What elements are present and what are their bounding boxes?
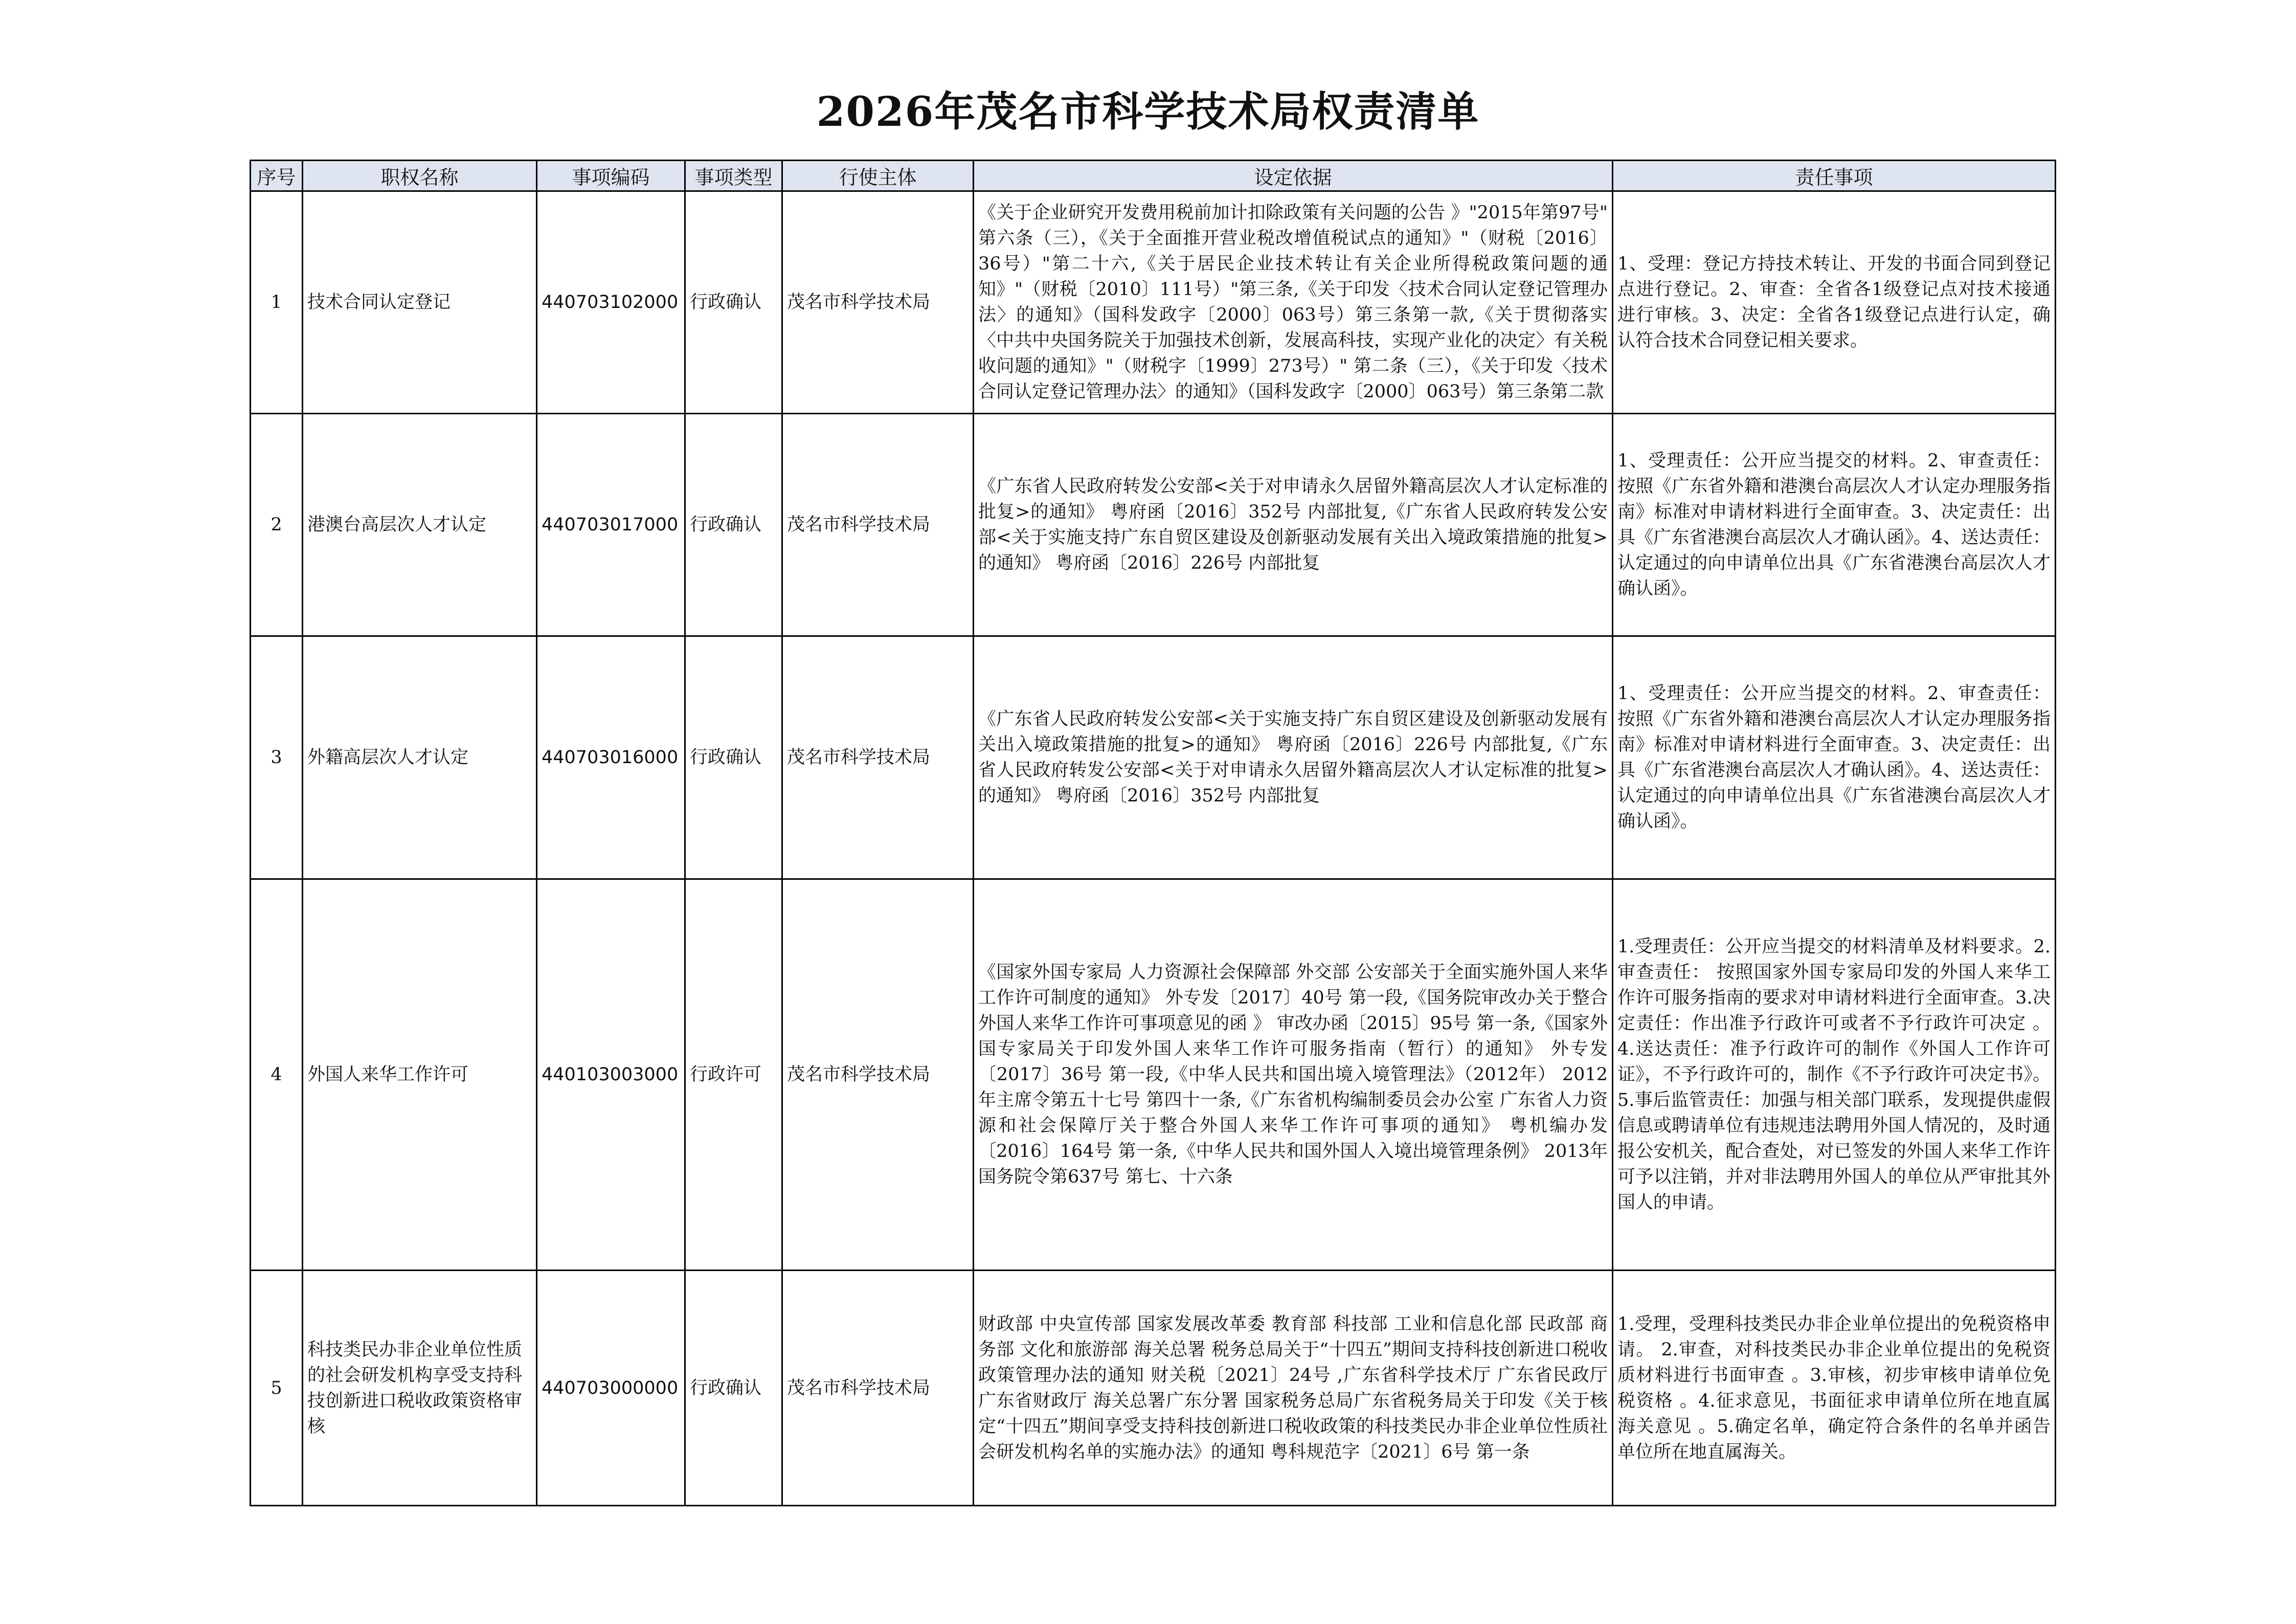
cell-name: 科技类民办非企业单位性质的社会研发机构享受支持科技创新进口税收政策资格审核 [303,1271,537,1506]
cell-subject: 茂名市科学技术局 [782,1271,974,1506]
table-header-row [251,161,2056,191]
cell-name: 技术合同认定登记 [303,191,537,414]
header-subject: 行使主体 [782,161,974,191]
cell-code: 440703016000 [537,636,685,879]
cell-code: 440703017000 [537,414,685,636]
cell-seq: 3 [251,636,303,879]
cell-seq: 1 [251,191,303,414]
cell-code: 440703000000 [537,1271,685,1506]
cell-type: 行政确认 [685,191,782,414]
cell-type: 行政确认 [685,414,782,636]
header-name: 职权名称 [303,161,537,191]
cell-responsibility: 1、受理责任：公开应当提交的材料。2、审查责任：按照《广东省外籍和港澳台高层次人才认定办理服务指南》标准对申请材料进行全面审查。3、决定责任：出具《广东省港澳台高层次人才确认函》。4、送达责任：认定通过的向申请单位出具《广东省港澳台高层次人才确认函》。 [1613,636,2056,879]
cell-type: 行政许可 [685,879,782,1271]
table-row [251,191,2056,414]
table-row [251,879,2056,1271]
cell-seq: 5 [251,1271,303,1506]
table-row [251,1271,2056,1506]
header-type: 事项类型 [685,161,782,191]
header-seq: 序号 [251,161,303,191]
table-row [251,414,2056,636]
cell-basis: 《国家外国专家局 人力资源社会保障部 外交部 公安部关于全面实施外国人来华工作许可制度的通知》 外专发〔2017〕40号 第一段,《国务院审改办关于整合外国人来华工作许可事项意见的函 》 审改办函〔2015〕95号 第一条,《国家外国专家局关于印发外国人来华工作许可服务指南（暂行）的通知》 外专发〔2017〕36号 第一段,《中华人民共和国出境入境管理法》（2012年） 2012年主席令第五十七号 第四十一条,《广东省机构编制委员会办公室 广东省人力资源和社会保障厅关于整合外国人来华工作许可事项的通知》 粤机编办发〔2016〕164号 第一条,《中华人民共和国外国人入境出境管理条例》 2013年国务院令第637号 第七、十六条 [974,879,1613,1271]
power-list-table [250,160,2056,1506]
cell-subject: 茂名市科学技术局 [782,191,974,414]
header-responsibility: 责任事项 [1613,161,2056,191]
cell-responsibility: 1、受理责任：公开应当提交的材料。2、审查责任：按照《广东省外籍和港澳台高层次人才认定办理服务指南》标准对申请材料进行全面审查。3、决定责任：出具《广东省港澳台高层次人才确认函》。4、送达责任：认定通过的向申请单位出具《广东省港澳台高层次人才确认函》。 [1613,414,2056,636]
cell-responsibility: 1.受理责任：公开应当提交的材料清单及材料要求。2.审查责任： 按照国家外国专家局印发的外国人来华工作许可服务指南的要求对申请材料进行全面审查。3.决定责任：作出准予行政许可或者不予行政许可决定 。4.送达责任：准予行政许可的制作《外国人工作许可证》，不予行政许可的，制作《不予行政许可决定书》。5.事后监管责任：加强与相关部门联系，发现提供虚假信息或聘请单位有违规违法聘用外国人情况的，及时通报公安机关，配合查处，对已签发的外国人来华工作许可予以注销，并对非法聘用外国人的单位从严审批其外国人的申请。 [1613,879,2056,1271]
header-code: 事项编码 [537,161,685,191]
cell-name: 外籍高层次人才认定 [303,636,537,879]
table-row [251,636,2056,879]
cell-responsibility: 1、受理：登记方持技术转让、开发的书面合同到登记点进行登记。2、审查：全省各1级登记点对技术接通进行审核。3、决定：全省各1级登记点进行认定，确认符合技术合同登记相关要求。 [1613,191,2056,414]
cell-seq: 4 [251,879,303,1271]
cell-code: 440703102000 [537,191,685,414]
cell-basis: 《广东省人民政府转发公安部<关于实施支持广东自贸区建设及创新驱动发展有关出入境政策措施的批复>的通知》 粤府函〔2016〕226号 内部批复,《广东省人民政府转发公安部<关于对申请永久居留外籍高层次人才认定标准的批复>的通知》 粤府函〔2016〕352号 内部批复 [974,636,1613,879]
cell-basis: 《关于企业研究开发费用税前加计扣除政策有关问题的公告 》"2015年第97号" 第六条（三），《关于全面推开营业税改增值税试点的通知》"（财税〔2016〕36号）"第二十六,《关于居民企业技术转让有关企业所得税政策问题的通知》"（财税〔2010〕111号）"第三条,《关于印发〈技术合同认定登记管理办法〉的通知》（国科发政字〔2000〕063号）第三条第一款,《关于贯彻落实〈中共中央国务院关于加强技术创新，发展高科技，实现产业化的决定〉有关税收问题的通知》"（财税字〔1999〕273号）" 第二条（三），《关于印发〈技术合同认定登记管理办法〉的通知》（国科发政字〔2000〕063号）第三条第二款 [974,191,1613,414]
cell-basis: 《广东省人民政府转发公安部<关于对申请永久居留外籍高层次人才认定标准的批复>的通知》 粤府函〔2016〕352号 内部批复,《广东省人民政府转发公安部<关于实施支持广东自贸区建设及创新驱动发展有关出入境政策措施的批复>的通知》 粤府函〔2016〕226号 内部批复 [974,414,1613,636]
cell-seq: 2 [251,414,303,636]
cell-subject: 茂名市科学技术局 [782,636,974,879]
cell-subject: 茂名市科学技术局 [782,879,974,1271]
cell-type: 行政确认 [685,636,782,879]
cell-type: 行政确认 [685,1271,782,1506]
cell-name: 港澳台高层次人才认定 [303,414,537,636]
page-title: 2026年茂名市科学技术局权责清单 [816,87,1480,136]
cell-responsibility: 1.受理，受理科技类民办非企业单位提出的免税资格申请。 2.审查，对科技类民办非企业单位提出的免税资质材料进行书面审查 。3.审核，初步审核申请单位免税资格 。4.征求意见，书面征求申请单位所在地直属海关意见 。5.确定名单，确定符合条件的名单并函告单位所在地直属海关。 [1613,1271,2056,1506]
cell-name: 外国人来华工作许可 [303,879,537,1271]
header-basis: 设定依据 [974,161,1613,191]
cell-code: 440103003000 [537,879,685,1271]
cell-subject: 茂名市科学技术局 [782,414,974,636]
cell-basis: 财政部 中央宣传部 国家发展改革委 教育部 科技部 工业和信息化部 民政部 商务部 文化和旅游部 海关总署 税务总局关于“十四五”期间支持科技创新进口税收政策管理办法的通知 财关税〔2021〕24号 ,广东省科学技术厅 广东省民政厅 广东省财政厅 海关总署广东分署 国家税务总局广东省税务局关于印发《关于核定“十四五”期间享受支持科技创新进口税收政策的科技类民办非企业单位性质社会研发机构名单的实施办法》的通知 粤科规范字〔2021〕6号 第一条 [974,1271,1613,1506]
